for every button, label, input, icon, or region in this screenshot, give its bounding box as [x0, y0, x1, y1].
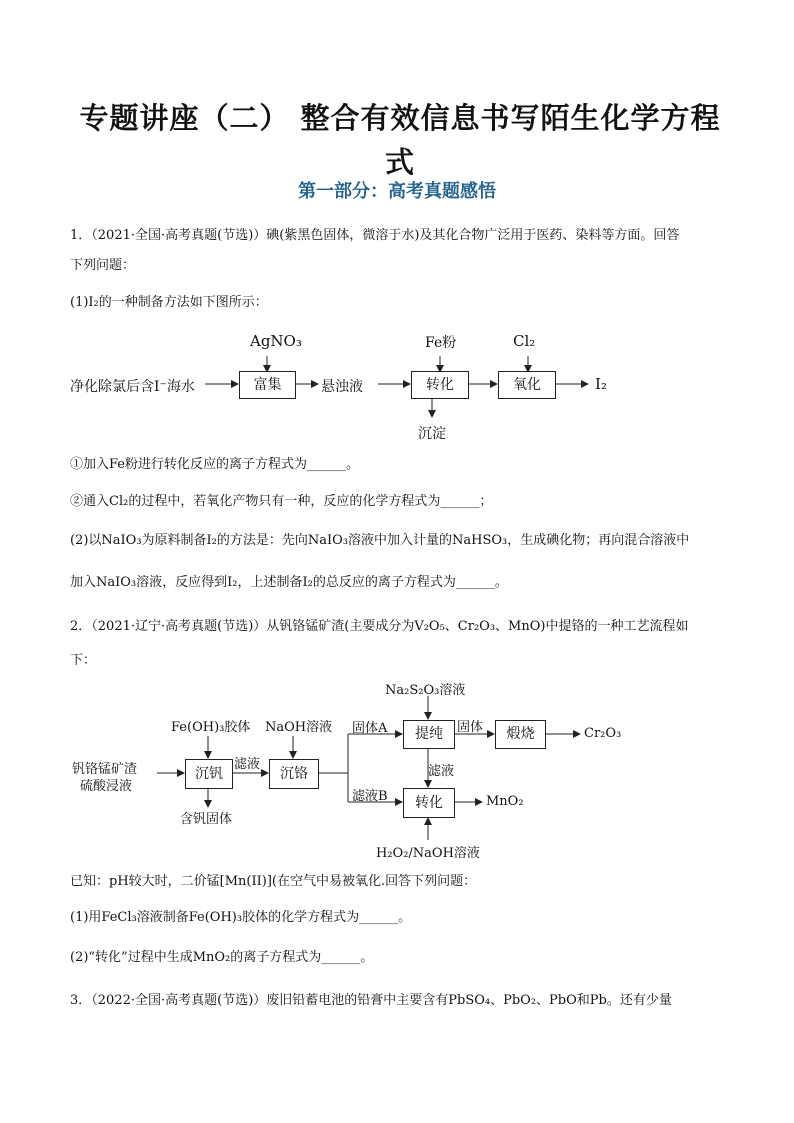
- q2-flow-filtrate-b: 滤液B: [352, 789, 388, 804]
- q1-flow-box-convert: 转化: [411, 371, 469, 399]
- q1-flow-byproduct: 沉淀: [418, 426, 446, 442]
- q1-flow-reagent-fe: Fe粉: [425, 335, 457, 351]
- q1-sub1: ①加入Fe粉进行转化反应的离子方程式为______。: [70, 457, 360, 472]
- page-title-line2: 式: [384, 145, 415, 179]
- q2-flow-product-cr2o3: Cr₂O₃: [584, 726, 622, 741]
- q1-flow-source: 净化除氯后含I⁻海水: [70, 379, 195, 395]
- q2-flow-reagent-naoh: NaOH溶液: [265, 720, 333, 735]
- q1-flow-box-enrich: 富集: [239, 371, 296, 399]
- page-title-line1: 专题讲座（二） 整合有效信息书写陌生化学方程: [79, 101, 721, 135]
- q2-flow-source-line1: 钒铬锰矿渣: [72, 762, 138, 777]
- q2-flow-vanadium-solid: 含钒固体: [180, 812, 233, 827]
- q1-part2-line2: 加入NaIO₃溶液，反应得到I₂，上述制备I₂的总反应的离子方程式为______。: [70, 575, 508, 590]
- q2-known: 已知：pH较大时，二价锰[Mn(II)](在空气中易被氧化.回答下列问题：: [70, 874, 477, 889]
- q2-flow-reagent-na2s2o3: Na₂S₂O₃溶液: [385, 683, 466, 698]
- q2-sub1: (1)用FeCl₃溶液制备Fe(OH)₃胶体的化学方程式为______。: [70, 910, 412, 925]
- q1-flow-suspension: 悬浊液: [321, 379, 363, 395]
- q1-intro-line2: 下列问题：: [70, 258, 136, 273]
- q1-sub2: ②通入Cl₂的过程中，若氧化产物只有一种，反应的化学方程式为______；: [70, 494, 493, 509]
- q1-flow-product: I₂: [595, 375, 607, 393]
- q1-flow-reagent-agno3: AgNO₃: [250, 332, 302, 350]
- q2-sub2: (2)“转化”过程中生成MnO₂的离子方程式为______。: [70, 950, 374, 965]
- q2-flow-box-chromium: 沉铬: [269, 759, 319, 789]
- q2-flow-solid: 固体: [457, 720, 484, 735]
- q2-flow-reagent-fe-oh3: Fe(OH)₃胶体: [171, 720, 251, 735]
- q2-flow-box-vanadium: 沉钒: [185, 759, 233, 789]
- q1-part1: (1)I₂的一种制备方法如下图所示：: [70, 295, 268, 310]
- q2-flow-box-convert: 转化: [403, 788, 455, 818]
- q1-part2-line1: (2)以NaIO₃为原料制备I₂的方法是：先向NaIO₃溶液中加入计量的NaHSO₃，生成碘化物；再向混合溶液中: [70, 533, 690, 548]
- q1-flow-reagent-cl2: Cl₂: [513, 332, 536, 350]
- q2-flow-filtrate2: 滤液: [428, 764, 455, 779]
- q2-flow-solid-a: 固体A: [352, 721, 388, 736]
- q1-intro-line1: 1．（2021·全国·高考真题(节选)）碘(紫黑色固体，微溶于水)及其化合物广泛用于医药、染料等方面。回答: [70, 228, 680, 243]
- q2-flow-filtrate: 滤液: [234, 757, 261, 772]
- q2-intro-line1: 2．（2021·辽宁·高考真题(节选)）从钒铬锰矿渣(主要成分为V₂O₅、Cr₂O₃、MnO)中提铬的一种工艺流程如: [70, 619, 689, 634]
- q2-flow-source-line2: 硫酸浸液: [80, 779, 133, 794]
- q2-flow-box-purify: 提纯: [403, 720, 455, 749]
- q1-flow-box-oxidize: 氧化: [498, 371, 556, 399]
- section-subtitle: 第一部分：高考真题感悟: [298, 181, 496, 202]
- q3-intro-line1: 3．（2022·全国·高考真题(节选)）废旧铅蓄电池的铅膏中主要含有PbSO₄、PbO₂、PbO和Pb。还有少量: [70, 993, 672, 1008]
- q2-intro-line2: 下：: [70, 653, 97, 668]
- q2-flow-reagent-h2o2: H₂O₂/NaOH溶液: [376, 846, 480, 861]
- q2-flow-product-mno2: MnO₂: [486, 794, 524, 809]
- q2-flow-box-calcine: 煅烧: [495, 720, 546, 749]
